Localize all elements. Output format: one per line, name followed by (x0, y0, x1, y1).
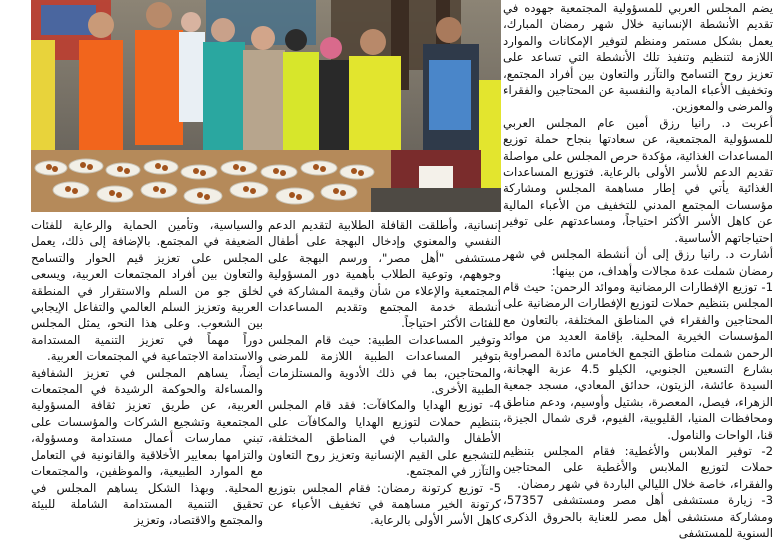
paragraph: وتوفير المساعدات الطبية: حيث قام المجلس بتوفير المساعدات الطبية اللازمة للمرضى والمحتاجين، بما في ذلك الأدوية والمستلزمات الطبية الأخرى. (268, 332, 501, 397)
paragraph: 5- توزيع كرتونة رمضان: فقام المجلس بتوزيع كرتونة الخير مساهمة في تخفيف الأعباء عن كاهل الأسر الأولى بالرعاية. (268, 480, 501, 528)
paragraph: يضم المجلس العربي للمسؤولية المجتمعية جهوده في تقديم الأنشطة الإنسانية خلال شهر رمضان المبارك، يعمل بشكل مستمر ومنظم لتوفير الإمكانات والموارد اللازمة لتنظيم وتنفيذ تلك الأنشطة التي تساعد على تعزيز روح التسامح والتآزر والتعاون بين أفراد المجتمع، وتخفيف الأعباء المادية والنفسية عن المحتاجين والفقراء والمرضى والمعوزين. (503, 1, 773, 114)
paragraph: أعربت د. رانيا رزق أمين عام المجلس العربي للمسؤولية المجتمعية، عن سعادتها بنجاح حملة توزيع المساعدات الغذائية، مؤكدة حرص المجلس على مواصلة تقديم الدعم للأسر الأولى بالرعاية. فتوزيع المساعدات الغذائية يأتي في إطار مساهمة المجلس ومشاركة مؤسسات المجتمع المدني للتخفيف من الأعباء المالية عن كاهل الأسر الأكثر احتياجاً، ومساعدتهم على توفير احتياجاتهم الأساسية. (503, 115, 773, 245)
paragraph: 3- زيارة مستشفى أهل مصر ومستشفى 57357، ومشاركة مستشفى أهل مصر للعناية بالحروق الذكرى السنوية للمستشفى (503, 493, 773, 540)
news-photo (31, 0, 501, 212)
article-column-left (31, 217, 263, 528)
paragraph: أشارت د. رانيا رزق إلى أن أنشطة المجلس في شهر رمضان شملت عدة مجالات وأهداف، من بينها: (503, 247, 773, 278)
paragraph: 1- توزيع الإفطارات الرمضانية وموائد الرحمن: حيث قام المجلس بتنظيم حملات لتوزيع الإفطارات الرمضانية على المحتاجين والفقراء في المناطق المختلفة، بالتعاون مع المؤسسات الخيرية المحلية. بإقامة العديد من موائد الرحمن شملت مناطق التجمع الخامس مائدة المصراوية بشارع التسعين الجنوبي، الكيلو 4.5 عزبة الهجانة، السيدة عائشة، الزيتون، حدائق المعادي، مسجد جمعية الزهراء، فيصل، المعصرة، بشتيل وأوسيم، ودعم مناطق ومحافظات المنيا، القليوبية، الفيوم، قرى شمال الجيزة، قنا، الواحات والنامول. (503, 279, 773, 442)
paragraph: أيضاً، يساهم المجلس في تعزيز الشفافية والمساءلة والحوكمة الرشيدة في المجتمعات العربية، عن طريق تعزيز ثقافة المسؤولية المجتمعية وتشجيع الشركات والمؤسسات على تبني ممارسات أعمال مستدامة ومسؤولة، والتزامها بمعايير الأخلاقية والقانونية في التعامل مع الموارد الطبيعية، والموظفين، والمجتمعات المحلية. وبهذا الشكل يساهم المجلس في تحقيق التنمية المستدامة الشاملة للبيئة والمجتمع والاقتصاد، وتعزيز (31, 365, 263, 528)
paragraph: 2- توفير الملابس والأغطية: فقام المجلس بتنظيم حملات لتوزيع الملابس والأغطية على المحتاجين والفقراء، خاصة خلال الليالي الباردة في شهر رمضان. (503, 443, 773, 491)
volunteers-distributing-dates-photo (31, 0, 501, 212)
article-column-right (503, 0, 773, 540)
article-column-middle (268, 217, 501, 528)
paragraph: 4- توزيع الهدايا والمكافآت: فقد قام المجلس بتنظيم حملات لتوزيع الهدايا والمكافآت على الأطفال والشباب في المناطق المختلفة، للتشجيع على القيم الإنسانية وتعزيز روح التعاون والتآزر في المجتمع. (268, 398, 501, 479)
paragraph: إنسانية، وأطلقت القافلة الطلابية لتقديم الدعم النفسي والمعنوي وإدخال البهجة على أطفال مستشفى "أهل مصر"، ورسم البهجة على وجوههم، وتوعية الطلاب بأهمية دور المسؤولية المجتمعية والإعلاء من شأن وقيمة المشاركة في أنشطة خدمة المجتمع وتقديم المساعدات للفئات الأكثر احتياجاً. (268, 218, 501, 331)
paragraph: والسياسية، وتأمين الحماية والرعاية للفئات الضعيفة في المجتمع. بالإضافة إلى ذلك، يعمل المجلس على تعزيز قيم الحوار والتسامح والتعاون بين أفراد المجتمعات العربية، ويسعى لخلق جو من السلم والاستقرار في المنطقة العربية وتعزيز السلم العالمي والتفاعل الإيجابي بين الشعوب. وعلى هذا النحو، يمثل المجلس دوراً مهماً في تعزيز التنمية المستدامة والاستدامة الاجتماعية في المجتمعات العربية. (31, 218, 263, 364)
